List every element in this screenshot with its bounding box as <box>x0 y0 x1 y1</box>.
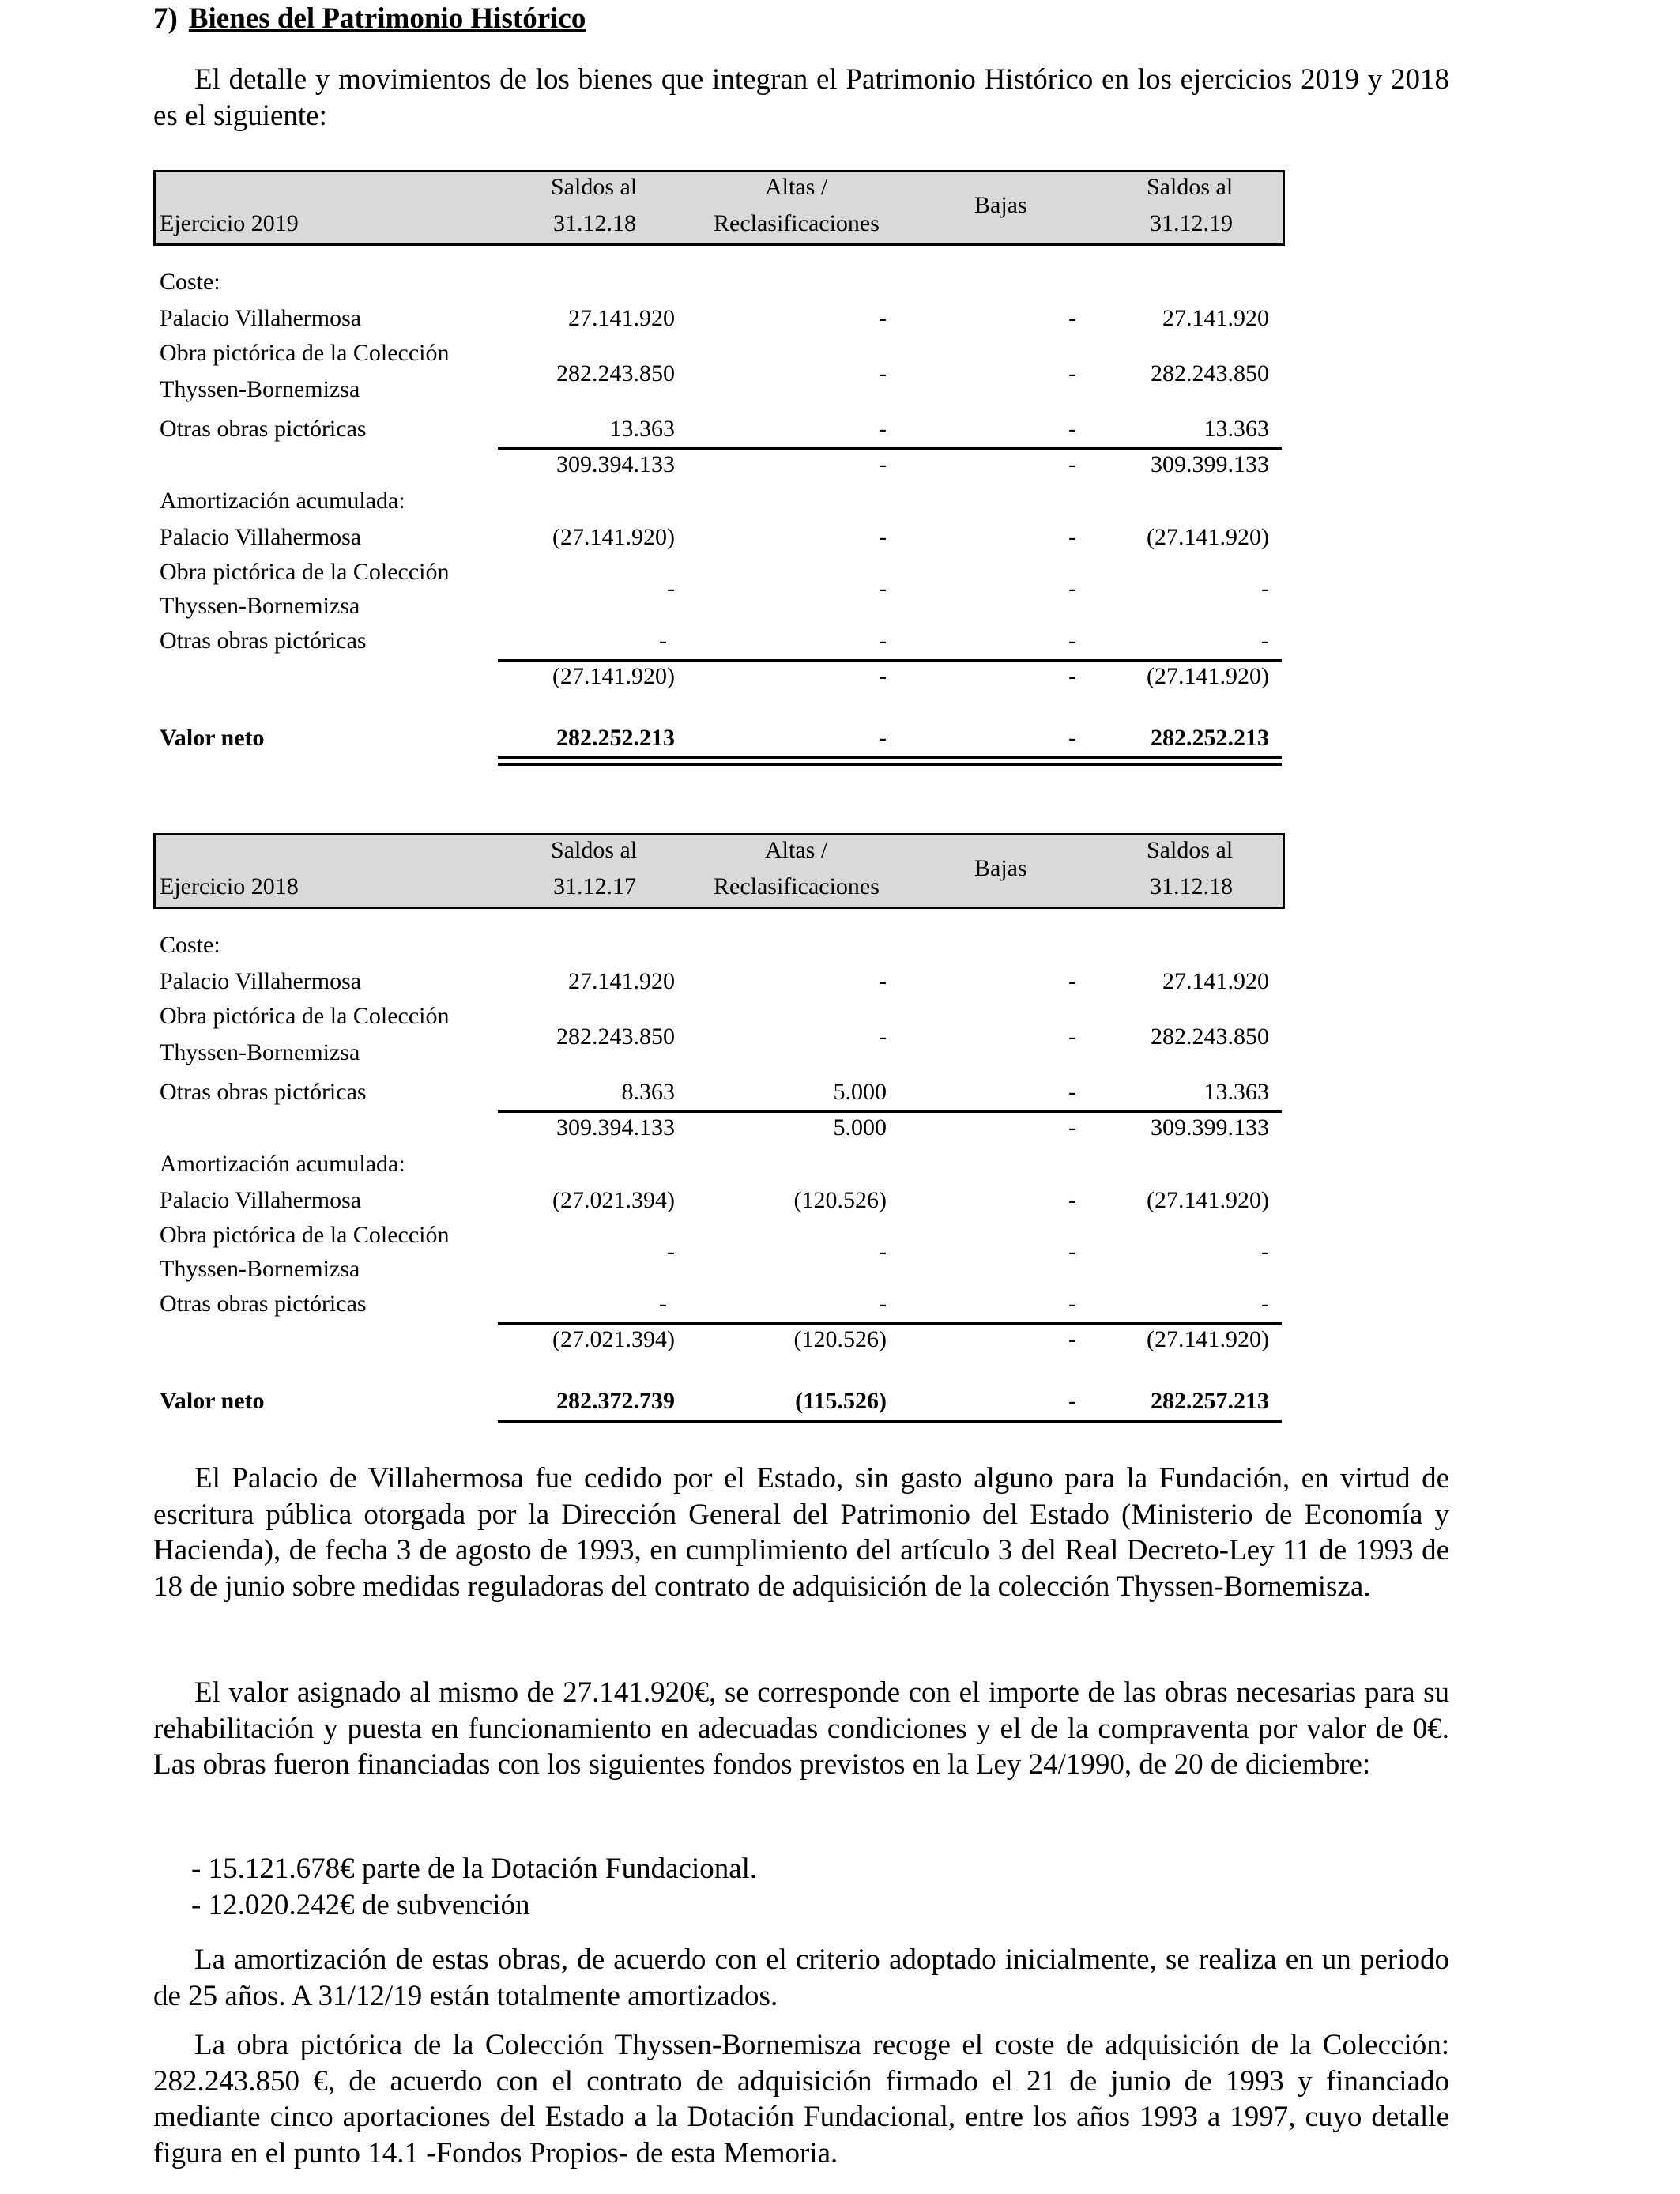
header-col1-line2: 31.12.18 <box>553 210 636 236</box>
table-row: Coste: <box>160 932 220 958</box>
section-heading <box>153 2 586 36</box>
table-row: Palacio Villahermosa 27.141.920 - - 27.141.920 <box>160 968 1269 994</box>
table-row: 309.394.133 5.000 - 309.399.133 <box>556 1114 1269 1140</box>
table-row: Obra pictórica de la Colección <box>160 1003 450 1029</box>
header-col1-line2: 31.12.17 <box>553 873 636 899</box>
header-col4-line2: 31.12.18 <box>1150 873 1233 899</box>
list-item: - 12.020.242€ de subvención <box>191 1889 530 1921</box>
table-row: Valor neto 282.372.739 (115.526) - 282.257.213 <box>160 1388 1269 1414</box>
table-row: Otras obras pictóricas 8.363 5.000 - 13.363 <box>160 1079 1269 1105</box>
header-col2-line2: Reclasificaciones <box>714 873 880 899</box>
paragraph-obra: La obra pictórica de la Colección Thyssen-Bornemisza recoge el coste de adquisición de la Colección: 282.243.850 €, de acuerdo con el contrato de adquisición firmado el 21 de junio de 1993 y financiado mediante cinco aportaciones del Estado a la Dotación Fundacional, entre los años 1993 a 1997, cuyo detalle figura en el punto 14.1 -Fondos Propios- de esta Memoria. <box>153 2029 1449 2169</box>
table-row: Obra pictórica de la Colección <box>160 340 450 366</box>
header-col2-line1: Altas / <box>765 174 828 200</box>
table-header <box>153 833 1285 909</box>
table-row: 282.243.850 - - 282.243.850 <box>556 360 1269 386</box>
table-row: Thyssen-Bornemizsa <box>160 1039 360 1065</box>
table-row: Thyssen-Bornemizsa <box>160 1256 360 1282</box>
table-row: Obra pictórica de la Colección <box>160 1222 450 1248</box>
table-row: (27.021.394) (120.526) - (27.141.920) <box>552 1326 1269 1352</box>
table-row: Obra pictórica de la Colección <box>160 559 450 585</box>
table-row: 282.243.850 - - 282.243.850 <box>556 1023 1269 1050</box>
list-item: - 15.121.678€ parte de la Dotación Fundacional. <box>191 1853 758 1885</box>
double-rule <box>498 756 1282 766</box>
header-col3: Bajas <box>974 192 1027 218</box>
header-ejercicio: Ejercicio 2018 <box>160 873 299 899</box>
header-col1-line1: Saldos al <box>551 174 638 200</box>
table-row: 309.394.133 - - 309.399.133 <box>556 451 1269 477</box>
table-header <box>153 170 1285 246</box>
section-number: 7) <box>153 2 178 35</box>
header-col2-line2: Reclasificaciones <box>714 210 880 236</box>
header-col4-line2: 31.12.19 <box>1150 210 1233 236</box>
table-row: Amortización acumulada: <box>160 1151 405 1177</box>
table-row: Otras obras pictóricas - - - - <box>160 628 1269 654</box>
header-col1-line1: Saldos al <box>551 837 638 863</box>
header-col3: Bajas <box>974 855 1027 881</box>
rule <box>498 1420 1282 1423</box>
table-row: Thyssen-Bornemizsa <box>160 593 360 619</box>
section-title: Bienes del Patrimonio Histórico <box>188 2 586 35</box>
header-col4-line1: Saldos al <box>1147 837 1234 863</box>
table-row: (27.141.920) - - (27.141.920) <box>552 663 1269 689</box>
table-row: Palacio Villahermosa 27.141.920 - - 27.141.920 <box>160 305 1269 331</box>
header-ejercicio: Ejercicio 2019 <box>160 210 299 236</box>
table-row: Valor neto 282.252.213 - - 282.252.213 <box>160 725 1269 751</box>
paragraph-valor: El valor asignado al mismo de 27.141.920€, se corresponde con el importe de las obras necesarias para su rehabilitación y puesta en funcionamiento en adecuadas condiciones y el de la compraventa por valor de 0€. Las obras fueron financiadas con los siguientes fondos previstos en la Ley 24/1990, de 20 de diciembre: <box>153 1676 1449 1781</box>
header-col2-line1: Altas / <box>765 837 828 863</box>
table-row: Otras obras pictóricas - - - - <box>160 1291 1269 1317</box>
table-row: - - - - <box>667 575 1269 601</box>
header-col4-line1: Saldos al <box>1147 174 1234 200</box>
table-row: Palacio Villahermosa (27.141.920) - - (27.141.920) <box>160 524 1269 550</box>
table-row: Thyssen-Bornemizsa <box>160 376 360 402</box>
table-row: Coste: <box>160 269 220 295</box>
table-row: Amortización acumulada: <box>160 488 405 514</box>
paragraph-amortizacion: La amortización de estas obras, de acuerdo con el criterio adoptado inicialmente, se realiza en un periodo de 25 años. A 31/12/19 están totalmente amortizados. <box>153 1943 1449 2012</box>
table-row: - - - - <box>667 1238 1269 1265</box>
paragraph-palacio: El Palacio de Villahermosa fue cedido por el Estado, sin gasto alguno para la Fundación, en virtud de escritura pública otorgada por la Dirección General del Patrimonio del Estado (Ministerio de Economía y Hacienda), de fecha 3 de agosto de 1993, en cumplimiento del artículo 3 del Real Decreto-Ley 11 de 1993 de 18 de junio sobre medidas reguladoras del contrato de adquisición de la colección Thyssen-Bornemisza. <box>153 1462 1449 1603</box>
table-row: Otras obras pictóricas 13.363 - - 13.363 <box>160 416 1269 442</box>
intro-paragraph: El detalle y movimientos de los bienes que integran el Patrimonio Histórico en los ejercicios 2019 y 2018 es el siguiente: <box>153 63 1449 132</box>
table-row: Palacio Villahermosa (27.021.394) (120.526) - (27.141.920) <box>160 1187 1269 1213</box>
